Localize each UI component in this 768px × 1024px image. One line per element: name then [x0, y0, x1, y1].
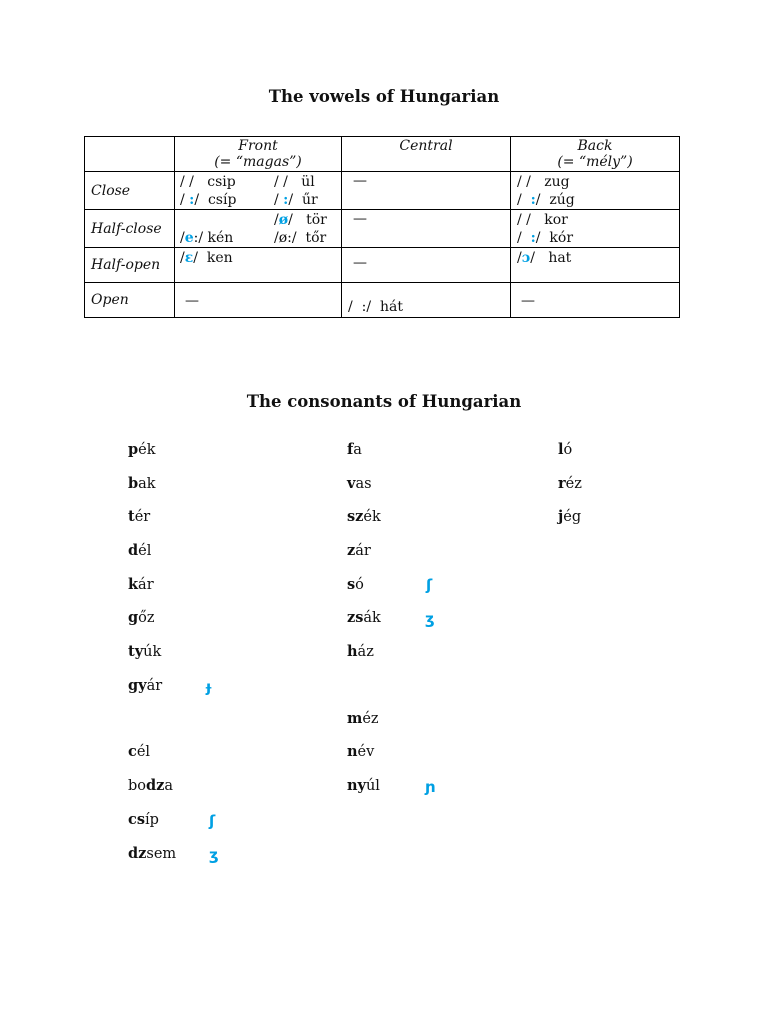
hc-front-1-post: / tör: [288, 212, 327, 228]
close-front-2a-ipa: :: [189, 192, 195, 208]
cons-goz-bold: g: [128, 609, 139, 626]
cons-gyar-bold: gy: [128, 677, 147, 694]
hc-front-2a-ipa: e: [184, 230, 194, 246]
header-front-label: Front: [238, 138, 278, 154]
cons-del-rest: él: [138, 543, 152, 559]
hc-front-1-pre: /: [274, 212, 279, 228]
ho-back-ipa: ɔ: [521, 250, 531, 266]
header-back-sub: (= “mély”): [557, 154, 633, 170]
row-label-open: Open: [85, 283, 175, 318]
half-close-central-cell: [342, 210, 511, 248]
cons-vas: [347, 475, 372, 492]
hc-back-2-post: / kór: [535, 230, 574, 246]
cons-bak-rest: ak: [138, 476, 156, 492]
cons-ter-bold: t: [128, 508, 135, 525]
cons-nev-rest: év: [357, 744, 375, 760]
open-back-cell: [511, 283, 680, 318]
ipa-symbol-zsak: ʒ: [425, 610, 435, 628]
open-back-dash: —: [521, 293, 535, 309]
half-open-central-dash: —: [353, 255, 367, 271]
half-close-back-1: / / kor: [517, 212, 568, 228]
close-front-2b: [274, 191, 318, 209]
cons-csip-bold: cs: [128, 811, 145, 828]
cons-dzsem-bold: dz: [128, 845, 147, 862]
cons-gyar: [128, 677, 162, 694]
cons-jeg-bold: j: [558, 508, 564, 525]
ho-front-post: / ken: [193, 250, 233, 266]
cons-tyuk-bold: ty: [128, 643, 144, 660]
cons-so-bold: s: [347, 576, 356, 593]
half-open-front-cell: [175, 248, 342, 283]
cons-kar: [128, 576, 154, 593]
cons-rez: [558, 475, 582, 492]
cons-haz-rest: áz: [357, 644, 374, 660]
cons-pek: [128, 441, 156, 458]
cons-bodza-bold: dz: [146, 777, 165, 794]
cons-bak-bold: b: [128, 475, 139, 492]
open-central: / :/ hát: [348, 299, 403, 315]
close-front-cell: [175, 172, 342, 210]
cons-fa-bold: f: [347, 441, 354, 458]
cons-szek-rest: ék: [363, 509, 381, 525]
cons-dzsem: [128, 845, 176, 862]
cons-ter: [128, 508, 150, 525]
cons-zsak-rest: ák: [363, 610, 381, 626]
cons-nev-bold: n: [347, 743, 358, 760]
ho-front-pre: /: [180, 250, 185, 266]
header-front: [175, 137, 342, 172]
row-label-half-open: Half-open: [85, 248, 175, 283]
open-central-cell: [342, 283, 511, 318]
close-central-dash: —: [353, 173, 367, 189]
cons-nyul: [347, 777, 380, 794]
cons-vas-rest: as: [355, 476, 372, 492]
cons-dzsem-rest: sem: [146, 846, 177, 862]
cons-ter-rest: ér: [134, 509, 151, 525]
cons-bodza-pre: bo: [128, 778, 147, 794]
half-open-back-cell: [511, 248, 680, 283]
cons-lo-rest: ó: [563, 442, 573, 458]
cons-del-bold: d: [128, 542, 139, 559]
cons-del: [128, 542, 151, 559]
hc-front-1-ipa: ø: [278, 212, 289, 228]
close-front-2a: [180, 191, 236, 209]
cons-cel-bold: c: [128, 743, 137, 760]
cons-zsak-bold: zs: [347, 609, 364, 626]
vowel-table: [84, 136, 680, 318]
close-back-cell: [511, 172, 680, 210]
close-front-1b: / / ül: [274, 174, 315, 190]
ho-front-ipa: ɛ: [184, 250, 194, 266]
hc-front-2a-post: :/ kén: [193, 230, 234, 246]
cons-goz-rest: őz: [138, 610, 155, 626]
cons-kar-rest: ár: [138, 577, 154, 593]
cons-mez-rest: éz: [362, 711, 379, 727]
cons-zar: [347, 542, 371, 559]
cons-zar-rest: ár: [355, 543, 371, 559]
cons-jeg: [558, 508, 581, 525]
ho-back-post: / hat: [530, 250, 572, 266]
cons-zsak: [347, 609, 381, 626]
cons-fa-rest: a: [353, 442, 362, 458]
header-back-label: Back: [577, 138, 613, 154]
cons-bodza-post: a: [164, 778, 174, 794]
header-back: [511, 137, 680, 172]
cons-tyuk-rest: úk: [143, 644, 162, 660]
cons-bodza: [128, 777, 173, 794]
consonants-title: The consonants of Hungarian: [246, 392, 522, 411]
vowels-title: The vowels of Hungarian: [268, 87, 500, 106]
cons-nyul-rest: úl: [365, 778, 380, 794]
open-front-cell: [175, 283, 342, 318]
ipa-symbol-csip: ʃ: [209, 812, 216, 830]
cons-vas-bold: v: [347, 475, 356, 492]
cons-cel-rest: él: [136, 744, 151, 760]
cons-nyul-bold: ny: [347, 777, 366, 794]
cons-haz: [347, 643, 374, 660]
half-close-central-dash: —: [353, 211, 367, 227]
close-central-cell: [342, 172, 511, 210]
cons-bak: [128, 475, 156, 492]
cons-szek-bold: sz: [347, 508, 364, 525]
header-empty: [85, 137, 175, 172]
cons-jeg-rest: ég: [563, 509, 582, 525]
close-back-2-pre: /: [517, 192, 531, 208]
cons-tyuk: [128, 643, 161, 660]
close-front-2a-post: / csíp: [194, 192, 237, 208]
half-open-back: [517, 249, 571, 267]
hc-back-2-ipa: :: [530, 230, 536, 246]
cons-goz: [128, 609, 155, 626]
close-back-1: / / zug: [517, 174, 570, 190]
row-label-half-close: Half-close: [85, 210, 175, 248]
ho-back-pre: /: [517, 250, 522, 266]
cons-zar-bold: z: [347, 542, 356, 559]
cons-rez-bold: r: [558, 475, 566, 492]
half-open-central-cell: [342, 248, 511, 283]
close-front-2b-pre: /: [274, 192, 284, 208]
cons-csip: [128, 811, 159, 828]
open-front-dash: —: [185, 293, 199, 309]
half-close-front-2a: [180, 229, 233, 247]
hc-front-2a-pre: /: [180, 230, 185, 246]
close-front-2a-pre: /: [180, 192, 190, 208]
cons-szek: [347, 508, 381, 525]
ipa-symbol-gyar: ɟ: [206, 678, 212, 696]
half-open-front: [180, 249, 233, 267]
half-close-front-cell: [175, 210, 342, 248]
close-front-2b-ipa: :: [283, 192, 289, 208]
cons-rez-rest: éz: [565, 476, 582, 492]
cons-fa: [347, 441, 362, 458]
close-back-2-ipa: :: [530, 192, 536, 208]
row-label-close: Close: [85, 172, 175, 210]
cons-haz-bold: h: [347, 643, 358, 660]
cons-lo: [558, 441, 572, 458]
cons-mez: [347, 710, 379, 727]
ipa-symbol-so: ʃ: [426, 576, 433, 594]
close-back-2: [517, 191, 575, 209]
cons-kar-bold: k: [128, 576, 139, 593]
cons-so: [347, 576, 364, 593]
cons-pek-bold: p: [128, 441, 139, 458]
cons-lo-bold: l: [558, 441, 564, 458]
cons-csip-rest: íp: [145, 812, 159, 828]
ipa-symbol-dzsem: ʒ: [209, 846, 219, 864]
cons-pek-rest: ék: [138, 442, 156, 458]
half-close-front-2b: /ø:/ tőr: [274, 230, 327, 246]
hc-back-2-pre: /: [517, 230, 531, 246]
half-close-back-cell: [511, 210, 680, 248]
cons-cel: [128, 743, 150, 760]
cons-gyar-rest: ár: [146, 678, 163, 694]
close-front-1a: / / csip: [180, 174, 236, 190]
ipa-symbol-nyul: ɲ: [425, 778, 436, 796]
half-close-front-1: [274, 211, 327, 229]
cons-so-rest: ó: [355, 577, 364, 593]
close-back-2-post: / zúg: [535, 192, 575, 208]
header-front-sub: (= “magas”): [214, 154, 302, 170]
half-close-back-2: [517, 229, 573, 247]
header-central: [342, 137, 511, 172]
cons-nev: [347, 743, 374, 760]
close-front-2b-post: / űr: [288, 192, 318, 208]
cons-mez-bold: m: [347, 710, 363, 727]
header-central-label: Central: [399, 138, 453, 154]
